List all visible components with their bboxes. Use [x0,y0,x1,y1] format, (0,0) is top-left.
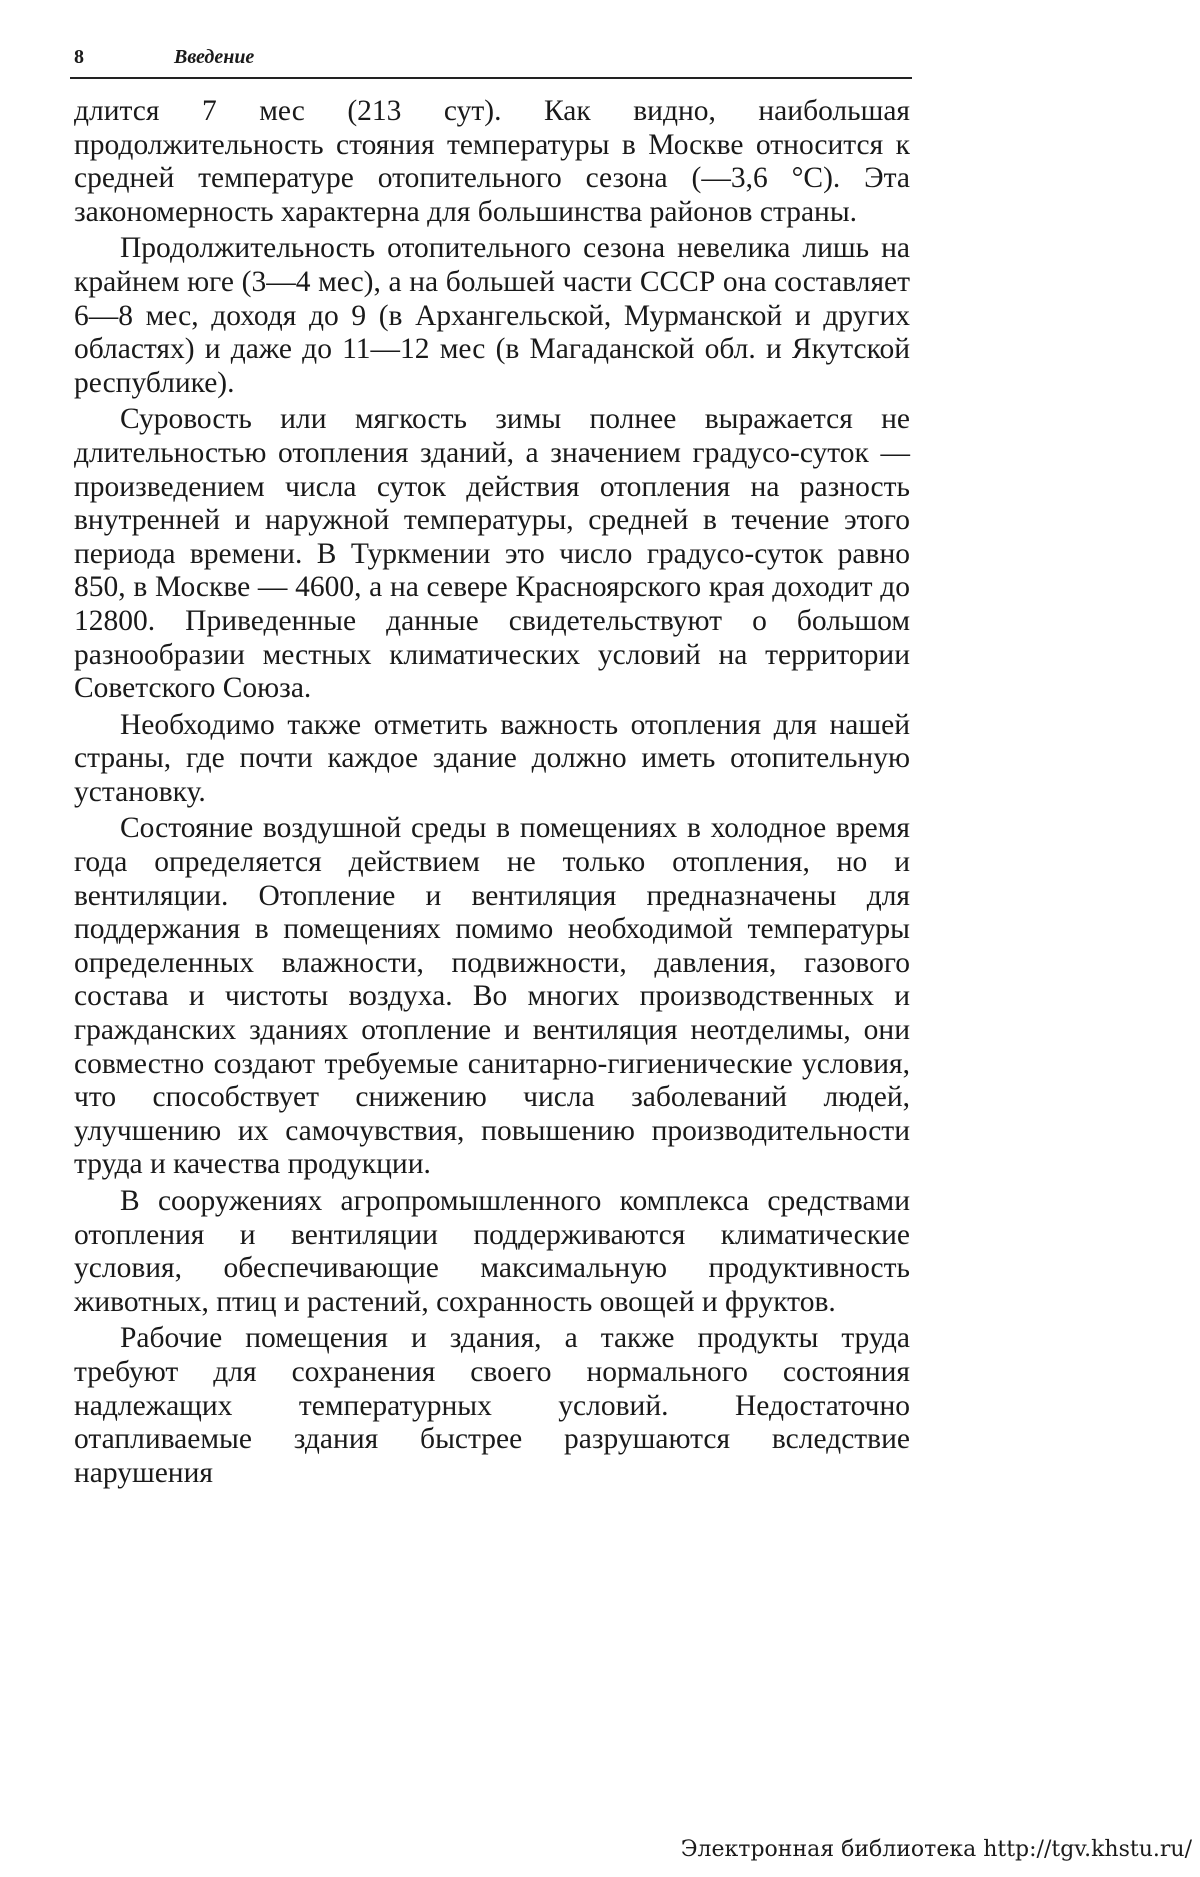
section-title: Введение [174,46,255,68]
paragraph-heating-importance: Необходимо также отметить важность отопления для нашей страны, где почти каждое здание должно иметь отопительную установку. [74,708,910,808]
paragraph-work-premises: Рабочие помещения и здания, а также продукты труда требуют для сохранения своего нормального состояния надлежащих температурных условий. Недостаточно отапливаемые здания быстрее разрушаются вследствие нарушения [74,1322,910,1489]
paragraph-continuation: длится 7 мес (213 сут). Как видно, наибольшая продолжительность стояния температуры в Москве относится к средней температуре отопительного сезона (—3,6 °С). Эта закономерность характерна для большинства районов страны. [74,95,910,228]
paragraph-air-environment: Состояние воздушной среды в помещениях в холодное время года определяется действием не только отопления, но и вентиляции. Отопление и вентиляция предназначены для поддержания в помещениях помимо необходимой температуры определенных влажности, подвижности, давления, газового состава и чистоты воздуха. Во многих производственных и гражданских зданиях отопление и вентиляция неотделимы, они совместно создают требуемые санитарно-гигиенические условия, что способствует снижению числа заболеваний людей, улучшению их самочувствия, повышению производительности труда и качества продукции. [74,812,910,1181]
page-number: 8 [74,46,84,68]
running-head [74,44,910,74]
paragraph-heating-season-duration: Продолжительность отопительного сезона невелика лишь на крайнем юге (3—4 мес), а на большей части СССР она составляет 6—8 мес, доходя до 9 (в Архангельской, Мурманской и других областях) и даже до 11—12 мес (в Магаданской обл. и Якутской республике). [74,232,910,399]
body-text [74,95,910,1493]
paragraph-agro-industrial: В сооружениях агропромышленного комплекса средствами отопления и вентиляции поддерживаются климатические условия, обеспечивающие максимальную продуктивность животных, птиц и растений, сохранность овощей и фруктов. [74,1185,910,1318]
library-credit: Электронная библиотека http://tgv.khstu.ru/ [680,1837,1192,1862]
header-rule [70,77,912,79]
paragraph-degree-days: Суровость или мягкость зимы полнее выражается не длительностью отопления зданий, а значением градусо-суток — произведением числа суток действия отопления на разность внутренней и наружной температуры, средней в течение этого периода времени. В Туркмении это число градусо-суток равно 850, в Москве — 4600, а на севере Красноярского края доходит до 12800. Приведенные данные свидетельствуют о большом разнообразии местных климатических условий на территории Советского Союза. [74,403,910,705]
